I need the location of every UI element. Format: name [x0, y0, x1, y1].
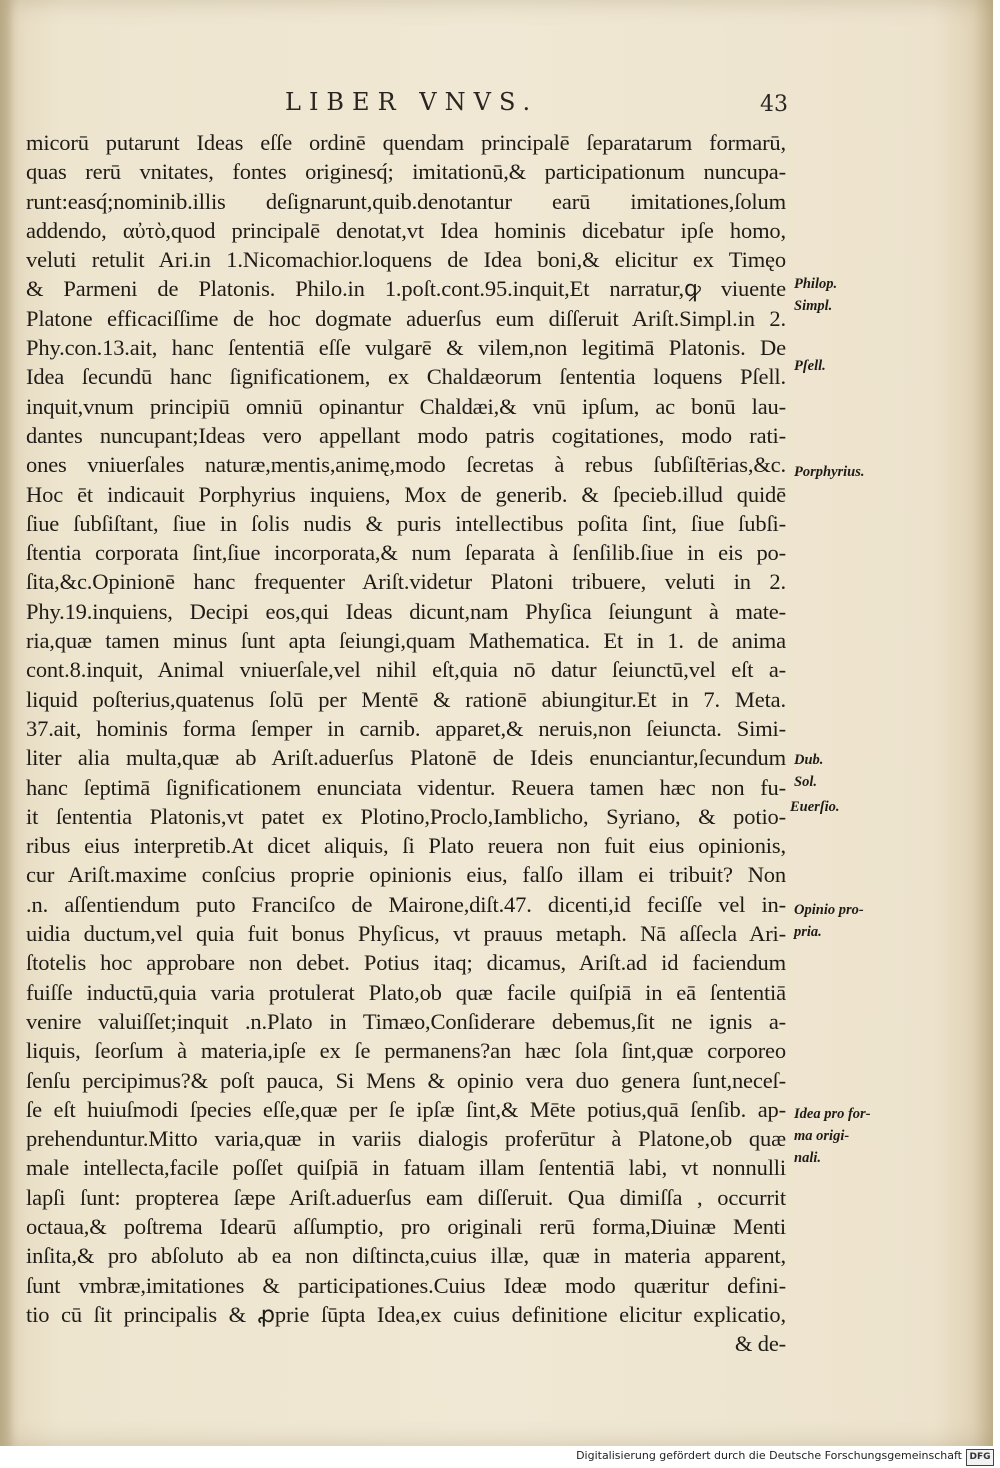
text-line: cont.8.inquit, Animal vniuerſale,vel nihil eſt,quia nō datur ſeiunctū,vel eſt a- — [26, 657, 786, 683]
text-line: Phy.con.13.ait, hanc ſententiā eſſe vulgarē & vilem,non legitimā Platonis. De — [26, 335, 786, 361]
main-text-block — [26, 128, 786, 1358]
text-line: male intellecta,facile poſſet quiſpiā in fatuam illam ſententiā labi, vt nonnulli — [26, 1155, 786, 1181]
marginal-note: nali. — [794, 1150, 821, 1166]
marginal-note: Porphyrius. — [794, 464, 865, 480]
text-line: Phy.19.inquiens, Decipi eos,qui Ideas dicunt,nam Phyſica ſeiungunt à mate- — [26, 598, 786, 624]
text-line: ſtentia corporata ſint,ſiue incorporata,& num ſeparata à ſenſilib.ſiue in eis po- — [26, 540, 786, 566]
marginal-note: Philop. — [794, 276, 838, 292]
text-line: ria,quæ tamen minus ſunt apta ſeiungi,quam Mathematica. Et in 1. de anima — [26, 628, 786, 654]
text-line: Hoc ēt indicauit Porphyrius inquiens, Mox de generib. & ſpecieb.illud quidē — [26, 481, 786, 507]
text-line: ſenſu percipimus?& poſt pauca, Si Mens & opinio vera duo genera ſunt,neceſ- — [26, 1067, 786, 1093]
text-line: quas rerū vnitates, fontes originesq́; imitationū,& participationum nuncupa- — [26, 159, 786, 185]
marginal-note: Pſell. — [794, 358, 826, 374]
text-line: runt:easq́;nominib.illis deſignarunt,quib.denotantur earū imitationes,ſolum — [26, 188, 786, 214]
text-line: ſunt vmbræ,imitationes & participationes.Cuius Ideæ modo quæritur defini- — [26, 1272, 786, 1298]
catchword: & de- — [734, 1331, 786, 1357]
text-line: fuiſſe inductū,quia varia protulerat Plato,ob quæ facile quiſpiā in eā ſententiā — [26, 979, 786, 1005]
text-line: cur Ariſt.maxime conſcius proprie opinionis eius, falſo illam ei tribuit? Non — [26, 862, 786, 888]
text-line: inquit,vnum principiū omniū opinantur Chaldæi,& vnū ipſum, ac bonū lau- — [26, 393, 786, 419]
text-line: it ſententia Platonis,vt patet ex Plotino,Proclo,Iamblicho, Syriano, & potio- — [26, 803, 786, 829]
marginal-note: ma origi- — [794, 1128, 850, 1144]
text-line: liquis, ſeorſum à materia,ipſe ex ſe permanens?an hæc ſola ſint,quæ corporeo — [26, 1038, 786, 1064]
text-line: liter alia multa,quæ ab Ariſt.aduerſus Platonē de Ideis enunciantur,ſecundum — [26, 745, 786, 771]
dfg-logo: DFG — [966, 1449, 994, 1466]
text-line: ſtotelis hoc approbare non debet. Potius itaq; dicamus, Ariſt.ad id faciendum — [26, 950, 786, 976]
text-line: liquid poſterius,quatenus ſolū per Mentē & rationē abiungitur.Et in 7. Meta. — [26, 686, 786, 712]
text-line: ones vniuerſales naturæ,mentis,animę,modo ſecretas à rebus ſubſiſtērias,&c. — [26, 452, 786, 478]
page-number: 43 — [760, 92, 788, 117]
text-line: .n. aſſentiendum puto Franciſco de Mairone,diſt.47. dicenti,id feciſſe vel in- — [26, 891, 786, 917]
text-line: dantes nuncupant;Ideas vero appellant modo patris cogitationes, modo rati- — [26, 422, 786, 448]
text-line: hanc ſeptimā ſignificationem enunciata videntur. Reuera tamen hæc non fu- — [26, 774, 786, 800]
text-line: Platone efficaciſſime de hoc dogmate aduerſus eum diſſeruit Ariſt.Simpl.in 2. — [26, 305, 786, 331]
text-line: ſe eſt huiuſmodi ſpecies eſſe,quæ per ſe ipſæ ſint,& Mēte potius,quā ſenſib. ap- — [26, 1096, 786, 1122]
marginal-note: Dub. — [794, 752, 824, 768]
text-line: inſita,& pro abſoluto ab ea non diſtincta,cuius illæ, quæ in materia apparent, — [26, 1243, 786, 1269]
text-line: octaua,& poſtrema Idearū aſſumptio, pro originali rerū forma,Diuinæ Menti — [26, 1213, 786, 1239]
footer-bar — [0, 1446, 1000, 1468]
text-line: micorū putarunt Ideas eſſe ordinē quendam principalē ſeparatarum formarū, — [26, 130, 786, 155]
text-line: tio cū ſit principalis & ꝓprie ſūpta Idea,ex cuius definitione elicitur explicatio, — [26, 1301, 786, 1327]
text-line: venire valuiſſet;inquit .n.Plato in Timæo,Conſiderare debemus,ſit ne ignis a- — [26, 1008, 786, 1034]
text-line: & Parmeni de Platonis. Philo.in 1.poſt.cont.95.inquit,Et narratur,ꝙ viuente — [26, 276, 786, 302]
text-line: prehenduntur.Mitto varia,quæ in variis dialogis proferūtur à Platone,ob quæ — [26, 1126, 786, 1152]
text-line: ribus eius interpretib.At dicet aliquis, ſi Plato reuera non fuit eius opinionis, — [26, 833, 786, 859]
text-line: veluti retulit Ari.in 1.Nicomachior.loquens de Idea boni,& elicitur ex Timęo — [26, 247, 786, 273]
marginal-note: Idea pro for- — [794, 1106, 871, 1122]
marginal-note: Simpl. — [794, 298, 833, 314]
marginal-note: Opinio pro- — [794, 902, 864, 918]
marginal-note: pria. — [794, 924, 822, 940]
text-line: uidia ductum,vel quia fuit bonus Phyſicus, vt prauus metaph. Nā aſſecla Ari- — [26, 921, 786, 947]
text-line: ſiue ſubſiſtant, ſiue in ſolis nudis & puris intellectibus poſita ſint, ſiue ſubſi- — [26, 510, 786, 536]
text-line: addendo, αὐτὸ,quod principalē denotat,vt Idea hominis dicebatur ipſe homo, — [26, 217, 786, 243]
marginal-note: Sol. — [794, 774, 817, 790]
text-line: 37.ait, hominis forma ſemper in carnib. apparet,& neruis,non ſeiuncta. Simi- — [26, 715, 786, 741]
funding-credit: Digitalisierung gefördert durch die Deutsche Forschungsgemeinschaft — [576, 1449, 962, 1462]
marginal-note: Euerſio. — [790, 799, 840, 815]
running-head: LIBER VNVS. — [285, 88, 539, 116]
text-line: ſita,&c.Opinionē hanc frequenter Ariſt.videtur Platoni tribuere, veluti in 2. — [26, 569, 786, 595]
text-line: lapſi ſunt: propterea ſæpe Ariſt.aduerſus eam diſſeruit. Qua dimiſſa , occurrit — [26, 1184, 786, 1210]
text-line: Idea ſecundū hanc ſignificationem, ex Chaldæorum ſententia loquens Pſell. — [26, 364, 786, 390]
